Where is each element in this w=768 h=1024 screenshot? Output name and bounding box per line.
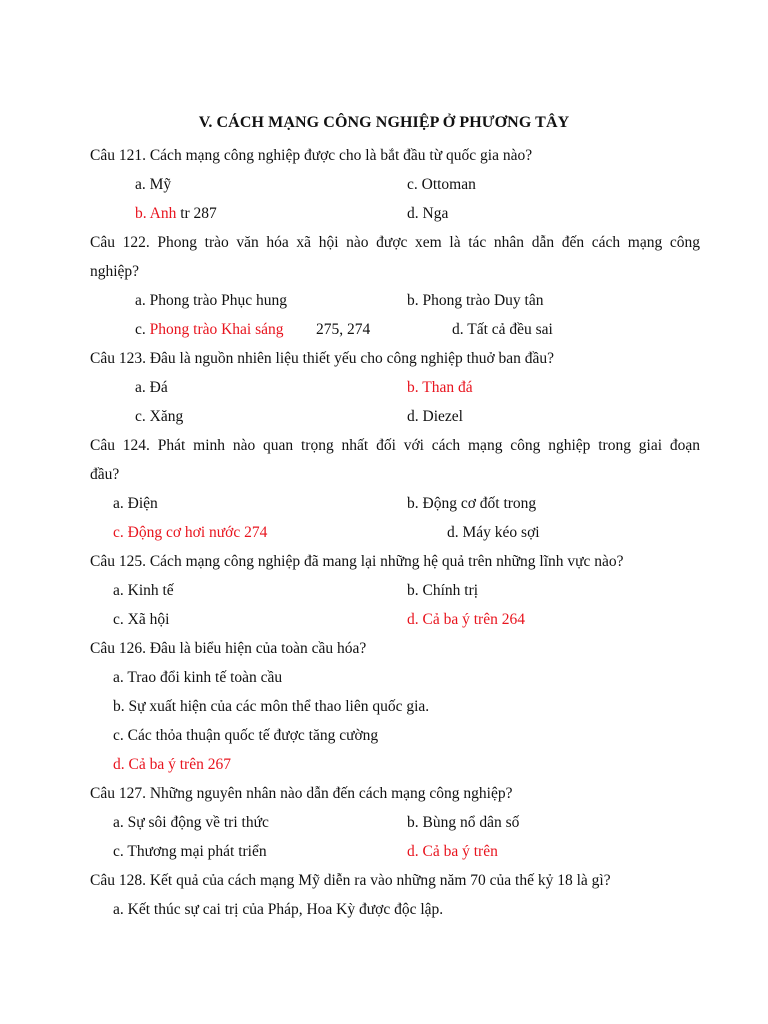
q126-answer-d: d. Cả ba ý trên 267 <box>113 756 231 773</box>
q126-option-b: b. Sự xuất hiện của các môn thể thao liên quốc gia. <box>113 698 430 715</box>
q124-option-b: b. Động cơ đốt trong <box>407 495 537 512</box>
q124-option-d: d. Máy kéo sợi <box>447 524 540 541</box>
q122-c-note: 275, 274 <box>316 321 371 338</box>
q123-answer-b: b. Than đá <box>407 379 473 396</box>
q121-option-a: a. Mỹ <box>135 176 172 193</box>
question-123: Câu 123. Đâu là nguồn nhiên liệu thiết yếu cho công nghiệp thuở ban đầu? <box>90 350 555 367</box>
question-124-line2: đầu? <box>90 466 120 483</box>
q127-option-a: a. Sự sôi động về tri thức <box>113 814 269 831</box>
section-title: V. CÁCH MẠNG CÔNG NGHIỆP Ở PHƯƠNG TÂY <box>198 114 570 131</box>
question-128: Câu 128. Kết quả của cách mạng Mỹ diễn ra vào những năm 70 của thế kỷ 18 là gì? <box>90 872 611 889</box>
q122-answer-c: Phong trào Khai sáng <box>149 321 284 338</box>
q125-option-a: a. Kinh tế <box>113 582 174 599</box>
question-121: Câu 121. Cách mạng công nghiệp được cho là bắt đầu từ quốc gia nào? <box>90 147 533 164</box>
question-125: Câu 125. Cách mạng công nghiệp đã mang lại những hệ quả trên những lĩnh vực nào? <box>90 553 624 570</box>
question-126: Câu 126. Đâu là biểu hiện của toàn cầu hóa? <box>90 640 367 657</box>
q127-option-c: c. Thương mại phát triển <box>113 843 267 860</box>
q122-option-b: b. Phong trào Duy tân <box>407 292 544 309</box>
q121-option-b <box>135 205 217 223</box>
q126-option-a: a. Trao đổi kinh tế toàn cầu <box>113 669 283 686</box>
question-122-line1: Câu 122. Phong trào văn hóa xã hội nào được xem là tác nhân dẫn đến cách mạng công <box>90 234 700 251</box>
q122-option-a: a. Phong trào Phục hung <box>135 292 287 309</box>
q123-option-d: d. Diezel <box>407 408 463 425</box>
q128-option-a: a. Kết thúc sự cai trị của Pháp, Hoa Kỳ được độc lập. <box>113 901 444 918</box>
q121-answer-b: b. Anh <box>135 205 177 222</box>
q125-option-b: b. Chính trị <box>407 582 479 599</box>
question-122-line2: nghiệp? <box>90 263 140 280</box>
q125-option-c: c. Xã hội <box>113 611 170 628</box>
q124-answer-c: c. Động cơ hơi nước 274 <box>113 524 268 541</box>
q121-option-d: d. Nga <box>407 205 449 222</box>
q127-option-b: b. Bùng nổ dân số <box>407 814 520 831</box>
q123-option-a: a. Đá <box>135 379 168 396</box>
question-127: Câu 127. Những nguyên nhân nào dẫn đến cách mạng công nghiệp? <box>90 785 513 802</box>
q122-option-d: d. Tất cả đều sai <box>452 321 553 338</box>
q122-option-c <box>135 321 284 339</box>
q125-answer-d: d. Cả ba ý trên 264 <box>407 611 525 628</box>
q123-option-c: c. Xăng <box>135 408 184 425</box>
question-124-line1: Câu 124. Phát minh nào quan trọng nhất đối với cách mạng công nghiệp trong giai đoạn <box>90 437 700 454</box>
q124-option-a: a. Điện <box>113 495 158 512</box>
q126-option-c: c. Các thỏa thuận quốc tế được tăng cường <box>113 727 379 744</box>
q121-option-c: c. Ottoman <box>407 176 476 193</box>
q121-b-note: tr 287 <box>176 205 217 222</box>
q122-c-prefix: c. <box>135 321 150 338</box>
q127-answer-d: d. Cả ba ý trên <box>407 843 498 860</box>
